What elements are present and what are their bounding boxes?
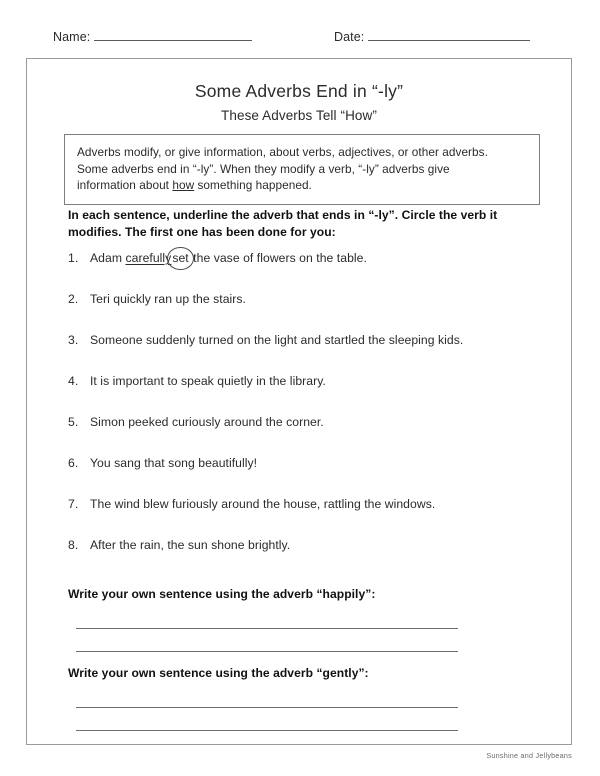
date-label: Date:: [334, 30, 365, 44]
item-text-after: the vase of flowers on the table.: [189, 251, 367, 265]
item-number: 3.: [68, 333, 79, 347]
circled-verb: set: [172, 251, 189, 265]
list-item[interactable]: [68, 251, 548, 292]
item-number: 1.: [68, 251, 79, 265]
item-text: The wind blew furiously around the house, rattling the windows.: [90, 497, 436, 511]
date-field[interactable]: [334, 30, 530, 44]
list-item[interactable]: [68, 374, 548, 415]
definition-line-3-after: something happened.: [194, 178, 312, 192]
item-text: [90, 251, 367, 265]
list-item[interactable]: [68, 538, 548, 579]
item-text: Teri quickly ran up the stairs.: [90, 292, 246, 306]
definition-underlined-word: how: [172, 178, 195, 192]
underlined-adverb: carefully: [125, 251, 172, 265]
definition-line-2: Some adverbs end in “-ly”. When they modify a verb, “-ly” adverbs give: [77, 161, 450, 176]
page-title: Some Adverbs End in “-ly”: [194, 81, 404, 101]
list-item[interactable]: [68, 292, 548, 333]
definition-box: [64, 134, 540, 205]
item-text: Someone suddenly turned on the light and startled the sleeping kids.: [90, 333, 464, 347]
prompt-label: Write your own sentence using the adverb “happily”:: [68, 587, 376, 601]
item-number: 5.: [68, 415, 79, 429]
item-text: You sang that song beautifully!: [90, 456, 258, 470]
item-text-before: Adam: [90, 251, 126, 265]
footer-credit: Sunshine and Jellybeans: [486, 751, 572, 760]
sentence-list: [68, 251, 548, 579]
item-text: It is important to speak quietly in the library.: [90, 374, 326, 388]
definition-line-1: Adverbs modify, or give information, about verbs, adjectives, or other adverbs.: [77, 145, 488, 159]
item-text: Simon peeked curiously around the corner.: [90, 415, 324, 429]
answer-line[interactable]: [76, 650, 458, 652]
prompt-label: Write your own sentence using the adverb “gently”:: [68, 666, 369, 680]
list-item[interactable]: [68, 497, 548, 538]
name-field[interactable]: [53, 30, 252, 44]
definition-line-3: [77, 177, 528, 194]
list-item[interactable]: [68, 456, 548, 497]
answer-line[interactable]: [76, 706, 458, 708]
list-item[interactable]: [68, 415, 548, 456]
instructions-text: In each sentence, underline the adverb that ends in “-ly”. Circle the verb it modifies. The first one has been done for you:: [68, 208, 498, 239]
definition-line-3-before: information about: [77, 178, 173, 192]
item-number: 2.: [68, 292, 79, 306]
writing-prompt-happily: [68, 587, 538, 652]
student-info-row: [0, 30, 600, 54]
worksheet-frame: [26, 58, 572, 745]
writing-prompt-gently: [68, 666, 538, 731]
item-text: After the rain, the sun shone brightly.: [90, 538, 291, 552]
answer-line[interactable]: [76, 627, 458, 629]
name-label: Name:: [53, 30, 91, 44]
item-number: 8.: [68, 538, 79, 552]
answer-line[interactable]: [76, 729, 458, 731]
page-subtitle: These Adverbs Tell “How”: [221, 108, 377, 123]
name-write-line[interactable]: [94, 39, 252, 41]
item-number: 4.: [68, 374, 79, 388]
date-write-line[interactable]: [368, 39, 530, 41]
list-item[interactable]: [68, 333, 548, 374]
item-number: 7.: [68, 497, 79, 511]
item-number: 6.: [68, 456, 79, 470]
